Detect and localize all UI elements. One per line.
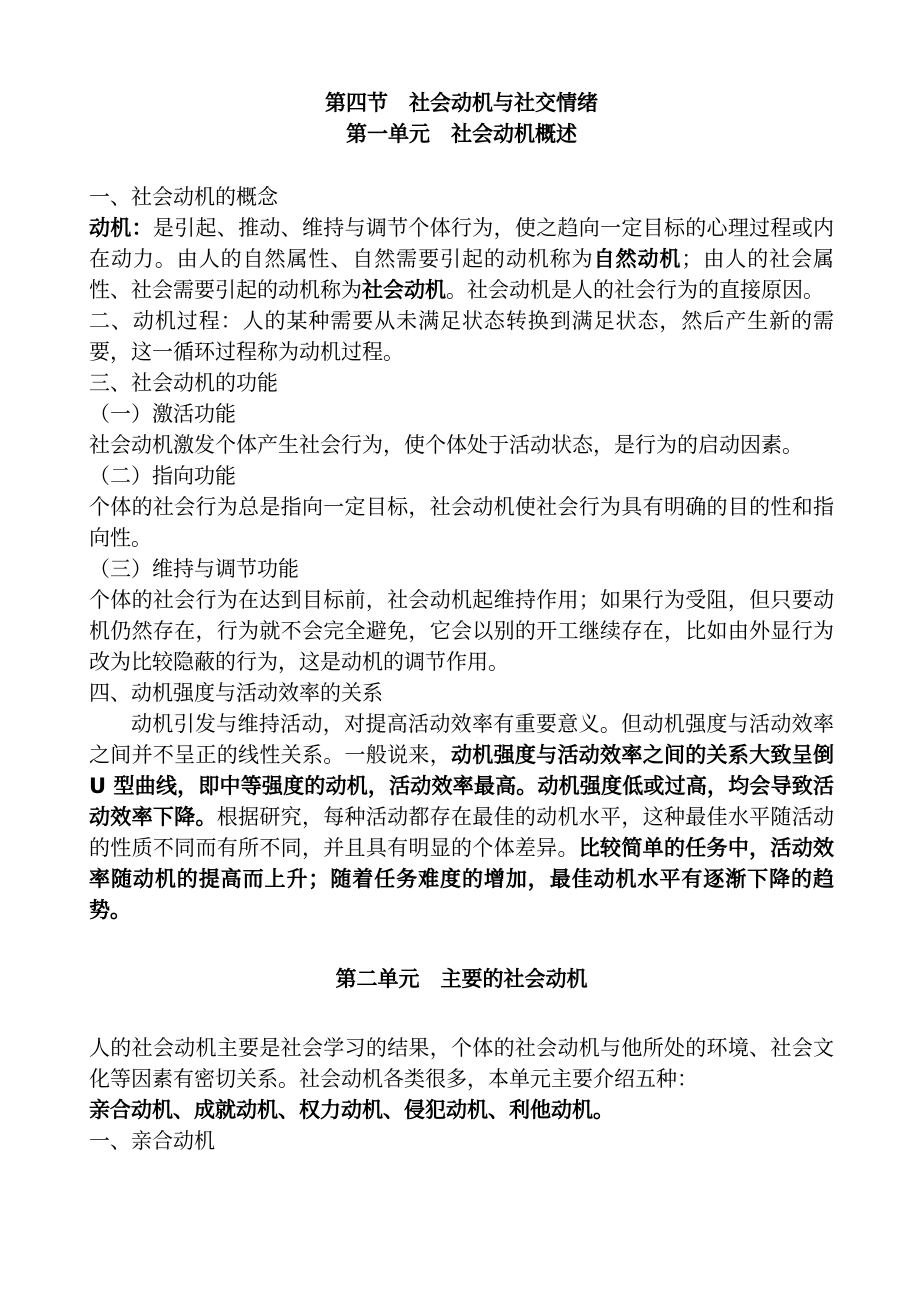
- heading-concept: 一、社会动机的概念: [89, 185, 278, 209]
- paragraph-direction: 个体的社会行为总是指向一定目标，社会动机使社会行为具有明确的目的性和指向性。: [89, 495, 834, 550]
- paragraph-unit2-intro: 人的社会动机主要是社会学习的结果，个体的社会动机与他所处的环境、社会文化等因素有密切关系。社会动机各类很多，本单元主要介绍五种：: [89, 1036, 834, 1091]
- paragraph-maintain-regulate: 个体的社会行为在达到目标前，社会动机起维持作用；如果行为受阻，但只要动机仍然存在，行为就不会完全避免，它会以别的开工继续存在，比如由外显行为改为比较隐蔽的行为，这是动机的调节作用。: [89, 588, 834, 674]
- unit2-title: 第二单元 主要的社会动机: [335, 967, 588, 991]
- paragraph-motive-process: [89, 306, 834, 368]
- text-span: ；由人的社会属性、社会需要引起的动机称为: [89, 247, 835, 302]
- subheading-direction: （二）指向功能: [89, 464, 236, 488]
- paragraph-intensity-efficiency: [89, 709, 834, 926]
- heading-affiliation-motive: 一、亲合动机: [89, 1129, 215, 1153]
- text-span: 根据研究，每种活动都存在最佳的动机水平，这种最佳水平随活动的性质不同而有所不同，并且具有明显的个体差异。: [89, 805, 834, 860]
- term-social-motive: 社会动机: [362, 278, 446, 302]
- document-page: [89, 88, 834, 1157]
- text-span: 动机引发与维持活动，对提高活动效率有重要意义。但动机强度与活动效率之间并不呈正的线性关系。一般说来，: [89, 712, 834, 767]
- bold-text-task-difficulty: 比较简单的任务中，活动效率随动机的提高而上升；随着任务难度的增加，最佳动机水平有逐渐下降的趋势。: [89, 836, 834, 922]
- paragraph-motive-definition: [89, 213, 834, 306]
- heading-process: 二、动机过程：: [89, 309, 243, 333]
- subheading-maintain-regulate: （三）维持与调节功能: [89, 557, 299, 581]
- bold-text-u-curve: 动机强度与活动效率之间的关系大致呈倒 U 型曲线，即中等强度的动机，活动效率最高。动机强度低或过高，均会导致活动效率下降。: [89, 743, 834, 829]
- text-span: 。社会动机是人的社会行为的直接原因。: [446, 278, 824, 302]
- term-motive: 动机：: [89, 216, 153, 240]
- paragraph-activation: 社会动机激发个体产生社会行为，使个体处于活动状态，是行为的启动因素。: [89, 433, 803, 457]
- section-title: 第四节 社会动机与社交情绪: [325, 91, 598, 115]
- subheading-activation: （一）激活功能: [89, 402, 236, 426]
- heading-intensity-efficiency: 四、动机强度与活动效率的关系: [89, 681, 383, 705]
- heading-functions: 三、社会动机的功能: [89, 371, 278, 395]
- text-span: 人的某种需要从未满足状态转换到满足状态，然后产生新的需要，这一循环过程称为动机过程。: [89, 309, 834, 364]
- text-span: 是引起、推动、维持与调节个体行为，使之趋向一定目标的心理过程或内在动力。由人的自然属性、自然需要引起的动机称为: [89, 216, 835, 271]
- list-five-motives: 亲合动机、成就动机、权力动机、侵犯动机、利他动机。: [89, 1098, 614, 1122]
- unit-title: 第一单元 社会动机概述: [346, 122, 577, 146]
- term-natural-motive: 自然动机: [593, 247, 682, 271]
